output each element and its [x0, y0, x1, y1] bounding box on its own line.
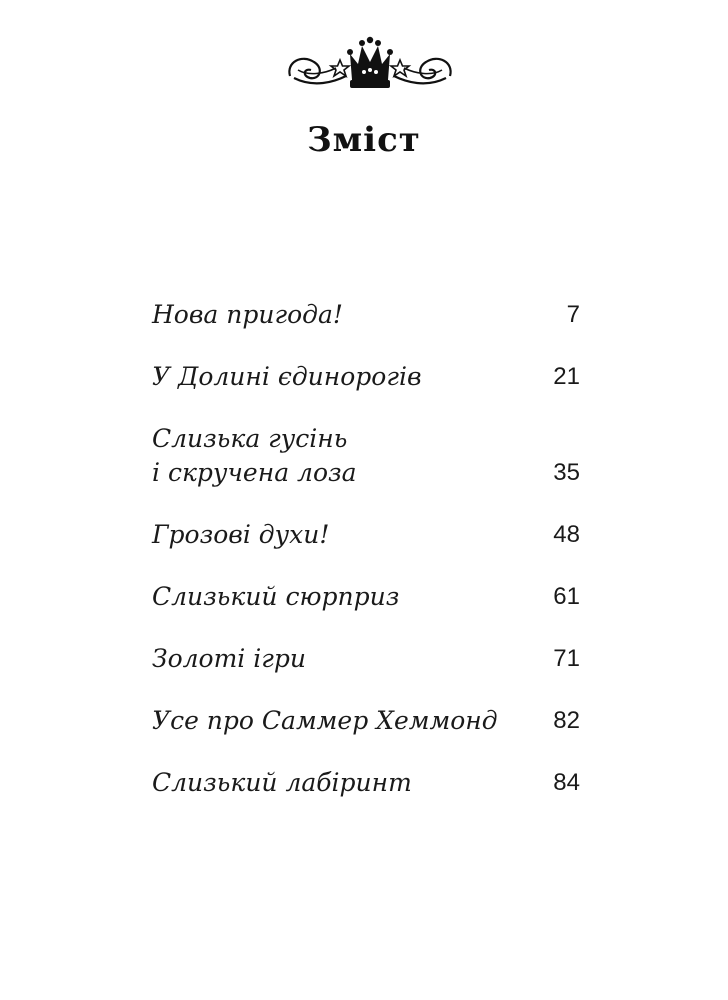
- toc-entry-title: [152, 518, 512, 552]
- toc-entry-title-line: Слизький лабіринт: [152, 768, 412, 797]
- toc-entry-title-line: Слизька гусінь: [152, 424, 348, 453]
- toc-entry: [152, 642, 580, 676]
- toc-entry-page: 61: [553, 583, 580, 610]
- crown-ornament-icon: [284, 32, 456, 96]
- toc-entry-title-line: Нова пригода!: [152, 300, 343, 329]
- toc-entry: [152, 766, 580, 800]
- toc-entry-title-line: Грозові духи!: [152, 520, 330, 549]
- toc-entry-title-line: Золоті ігри: [152, 644, 306, 673]
- toc-entry-page: 82: [553, 707, 580, 734]
- toc-entry-title-line: Слизький сюрприз: [152, 582, 400, 611]
- toc-entry: [152, 422, 580, 490]
- toc-entry-page: 7: [566, 301, 580, 328]
- toc-entry: [152, 580, 580, 614]
- toc-entry: [152, 704, 580, 738]
- toc-entry-title: [152, 360, 512, 394]
- toc-entry-title-line: і скручена лоза: [152, 458, 357, 487]
- toc-entry: [152, 518, 580, 552]
- toc-entry-title-line: Усе про Саммер Хеммонд: [152, 706, 498, 735]
- toc-entry-page: 21: [553, 363, 580, 390]
- page-title: Зміст: [307, 120, 421, 160]
- toc-entry-title: [152, 766, 512, 800]
- toc-entry: [152, 360, 580, 394]
- toc-entry: [152, 298, 580, 332]
- toc-entry-page: 84: [553, 769, 580, 796]
- toc-entry-page: 71: [553, 645, 580, 672]
- toc-entry-title: [152, 642, 512, 676]
- toc-entry-title: [152, 704, 512, 738]
- toc-entry-page: 48: [553, 521, 580, 548]
- toc-entry-page: 35: [553, 459, 580, 486]
- toc-entry-title: [152, 422, 512, 490]
- table-of-contents: [152, 298, 580, 800]
- toc-entry-title-line: У Долині єдинорогів: [152, 362, 422, 391]
- toc-entry-title: [152, 580, 512, 614]
- toc-entry-title: [152, 298, 512, 332]
